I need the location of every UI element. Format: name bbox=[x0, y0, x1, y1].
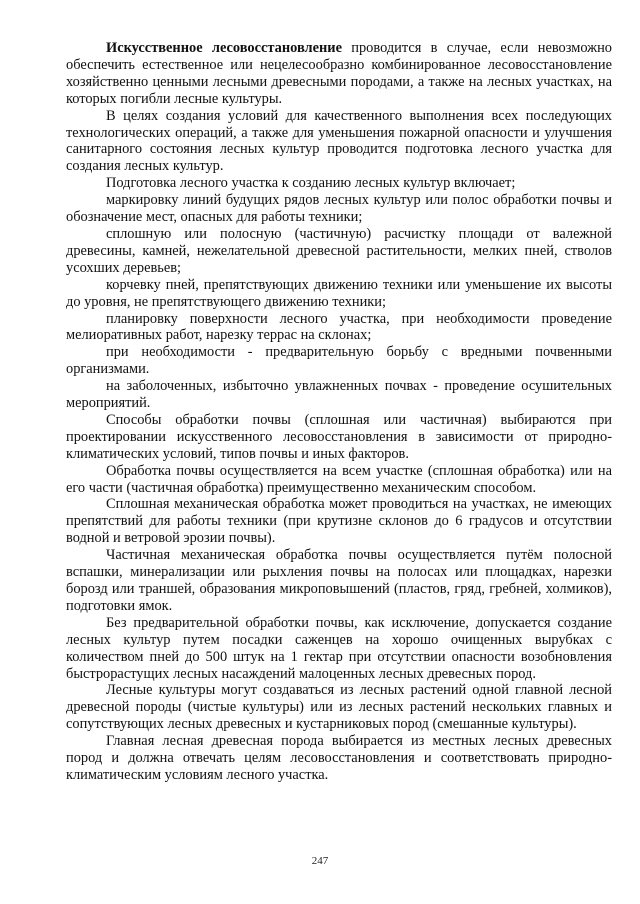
list-item: на заболоченных, избыточно увлажненных почвах - проведение осушительных мероприятий. bbox=[66, 378, 612, 412]
document-body bbox=[66, 40, 612, 784]
paragraph: Главная лесная древесная порода выбирается из местных лесных древесных пород и должна отвечать целям лесовосстановления и соответствовать природно-климатическим условиям лесного участка. bbox=[66, 733, 612, 783]
paragraph: Лесные культуры могут создаваться из лесных растений одной главной лесной древесной породы (чистые культуры) или из лесных растений нескольких главных и сопутствующих лесных древесных и кустарниковых пород (смешанные культуры). bbox=[66, 682, 612, 733]
paragraph: Частичная механическая обработка почвы осуществляется путём полосной вспашки, минерализации или рыхления почвы на полосах или площадках, нарезки борозд или траншей, образования микроповышений (пластов, гряд, гребней, холмиков), подготовки ямок. bbox=[66, 547, 612, 614]
list-item: корчевку пней, препятствующих движению техники или уменьшение их высоты до уровня, не препятствующего движению техники; bbox=[66, 276, 612, 310]
page-number: 247 bbox=[311, 855, 329, 867]
list-item: маркировку линий будущих рядов лесных культур или полос обработки почвы и обозначение мест, опасных для работы техники; bbox=[66, 192, 612, 226]
intro-text: проводится в случае, если невозможно обеспечить естественное или нецелесообразно комбинированное лесовосстановление хозяйственно ценными лесными древесными породами, а также на лесных участках, на которых погибли лесные культуры. bbox=[66, 40, 612, 107]
paragraph-preparation-includes: Подготовка лесного участка к созданию лесных культур включает; bbox=[106, 175, 516, 192]
list-item: при необходимости - предварительную борьбу с вредными почвенными организмами. bbox=[66, 344, 612, 378]
paragraph-preparation-purpose: В целях создания условий для качественного выполнения всех последующих технологических операций, а также для уменьшения пожарной опасности и улучшения санитарного состояния лесных культур проводится подготовка лесного участка для создания лесных культур. bbox=[66, 107, 612, 175]
paragraph: Обработка почвы осуществляется на всем участке (сплошная обработка) или на его части (частичная обработка) преимущественно механическим способом. bbox=[66, 462, 612, 496]
list-item: сплошную или полосную (частичную) расчистку площади от валежной древесины, камней, нежелательной древесной растительности, мелких пней, стволов усохших деревьев; bbox=[66, 225, 612, 276]
paragraph: Сплошная механическая обработка может проводиться на участках, не имеющих препятствий для работы техники (при крутизне склонов до 6 градусов и отсутствии водной и ветровой эрозии почвы). bbox=[66, 496, 612, 547]
paragraph: Способы обработки почвы (сплошная или частичная) выбираются при проектировании искусственного лесовосстановления в зависимости от природно-климатических условий, типов почвы и иных факторов. bbox=[66, 411, 612, 462]
intro-paragraph bbox=[66, 40, 612, 108]
intro-term: Искусственное лесовосстановление bbox=[106, 40, 342, 56]
paragraph: Без предварительной обработки почвы, как исключение, допускается создание лесных культур путем посадки саженцев на хорошо очищенных вырубках с количеством пней до 500 штук на 1 гектар при отсутствии опасности возобновления быстрорастущих лесных насаждений малоценных лесных древесных пород. bbox=[66, 614, 612, 682]
list-item: планировку поверхности лесного участка, при необходимости проведение мелиоративных работ, нарезку террас на склонах; bbox=[66, 310, 612, 344]
